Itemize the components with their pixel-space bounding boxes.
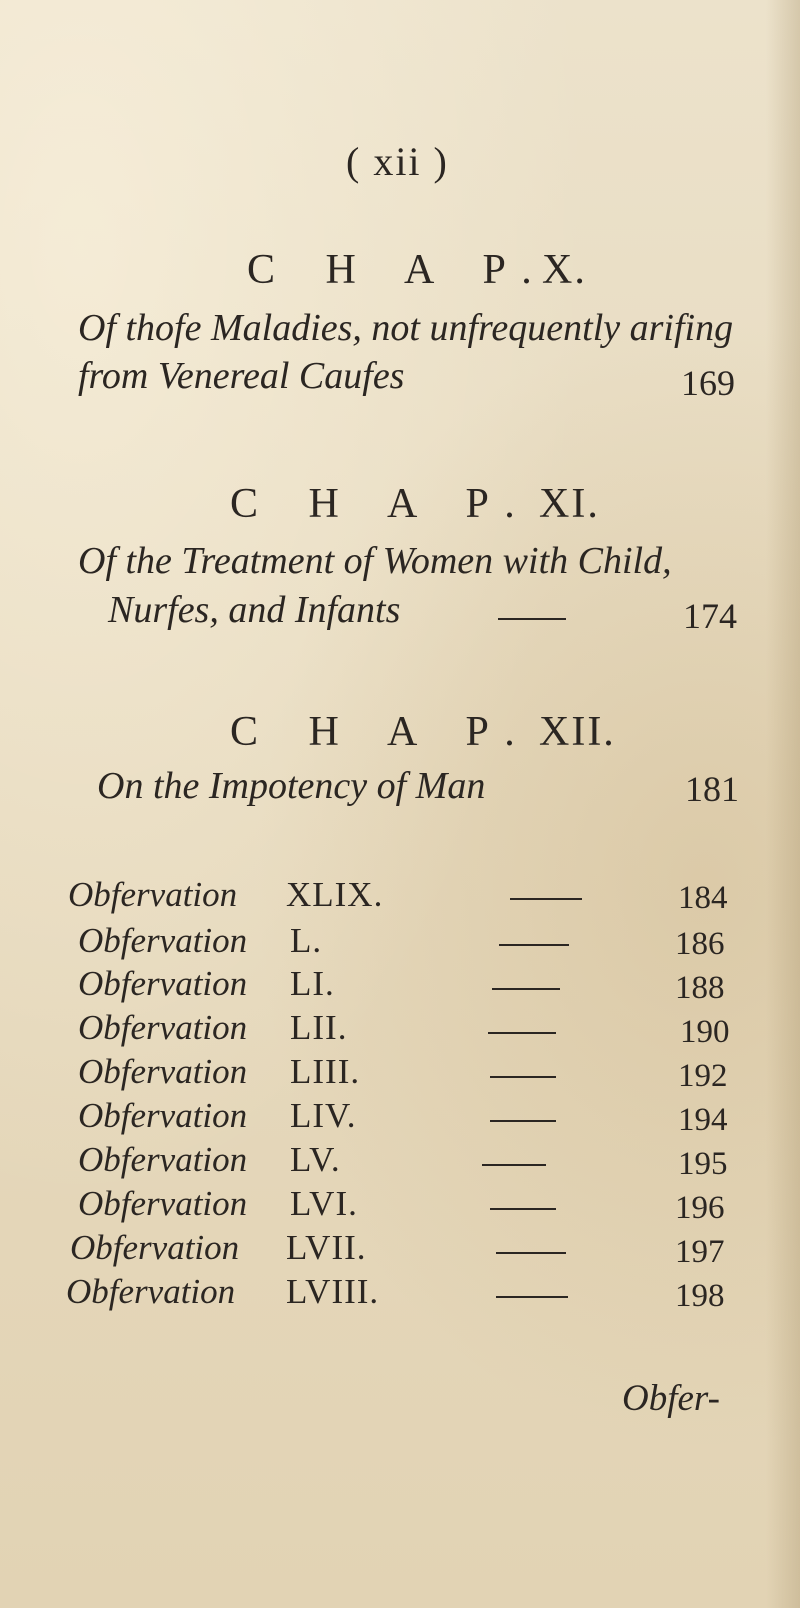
observation-label: Obfervation (78, 1140, 248, 1179)
chapter-title-line: Of the Treatment of Women with Child, (78, 540, 672, 582)
dot-leader (492, 988, 560, 990)
dot-leader (510, 898, 582, 900)
observation-page: 198 (675, 1278, 725, 1314)
observation-number: LVI. (290, 1184, 358, 1223)
dot-leader (498, 618, 566, 620)
observation-label: Obfervation (78, 1008, 248, 1047)
observation-label: Obfervation (66, 1272, 236, 1311)
dot-leader (490, 1076, 556, 1078)
chapter-number: X. (542, 247, 587, 293)
observation-label: Obfervation (78, 921, 248, 960)
catchword: Obfer- (622, 1378, 720, 1419)
observation-number: LVIII. (286, 1272, 380, 1311)
chapter-page-number: 174 (683, 596, 737, 636)
dot-leader (499, 944, 569, 946)
observation-number: LIV. (290, 1096, 357, 1135)
observation-page: 186 (675, 926, 725, 962)
observation-label: Obfervation (78, 1096, 248, 1135)
dot-leader (496, 1296, 568, 1298)
chapter-number: XII. (539, 709, 616, 755)
chapter-page-number: 181 (685, 769, 739, 809)
chapter-label: C H A P. (247, 247, 552, 293)
observation-page: 188 (675, 970, 725, 1006)
chapter-title-line: On the Impotency of Man (97, 765, 486, 807)
observation-number: XLIX. (286, 875, 384, 914)
chapter-label: C H A P. (230, 709, 535, 755)
observation-number: LV. (290, 1140, 341, 1179)
observation-number: LI. (290, 964, 335, 1003)
observation-page: 197 (675, 1234, 725, 1270)
dot-leader (488, 1032, 556, 1034)
dot-leader (490, 1120, 556, 1122)
observation-number: L. (290, 921, 323, 960)
chapter-label: C H A P. (230, 481, 535, 527)
observation-page: 194 (678, 1102, 728, 1138)
observation-number: LVII. (286, 1228, 367, 1267)
observation-page: 192 (678, 1058, 728, 1094)
observation-page: 196 (675, 1190, 725, 1226)
observation-page: 190 (680, 1014, 730, 1050)
chapter-number: XI. (539, 481, 600, 527)
chapter-title-line: from Venereal Caufes (78, 355, 405, 397)
dot-leader (496, 1252, 566, 1254)
observation-label: Obfervation (70, 1228, 240, 1267)
observation-label: Obfervation (78, 1052, 248, 1091)
observation-label: Obfervation (78, 964, 248, 1003)
observation-number: LII. (290, 1008, 348, 1047)
dot-leader (482, 1164, 546, 1166)
observation-page: 195 (678, 1146, 728, 1182)
page-edge-shadow (766, 0, 800, 1608)
chapter-title-line: Nurfes, and Infants (108, 589, 401, 631)
dot-leader (490, 1208, 556, 1210)
chapter-page-number: 169 (681, 363, 735, 403)
observation-number: LIII. (290, 1052, 361, 1091)
observation-page: 184 (678, 880, 728, 916)
page-number: ( xii ) (346, 139, 449, 184)
chapter-title-line: Of thofe Maladies, not unfrequently arifing (78, 307, 734, 349)
observation-label: Obfervation (78, 1184, 248, 1223)
observation-label: Obfervation (68, 875, 238, 914)
